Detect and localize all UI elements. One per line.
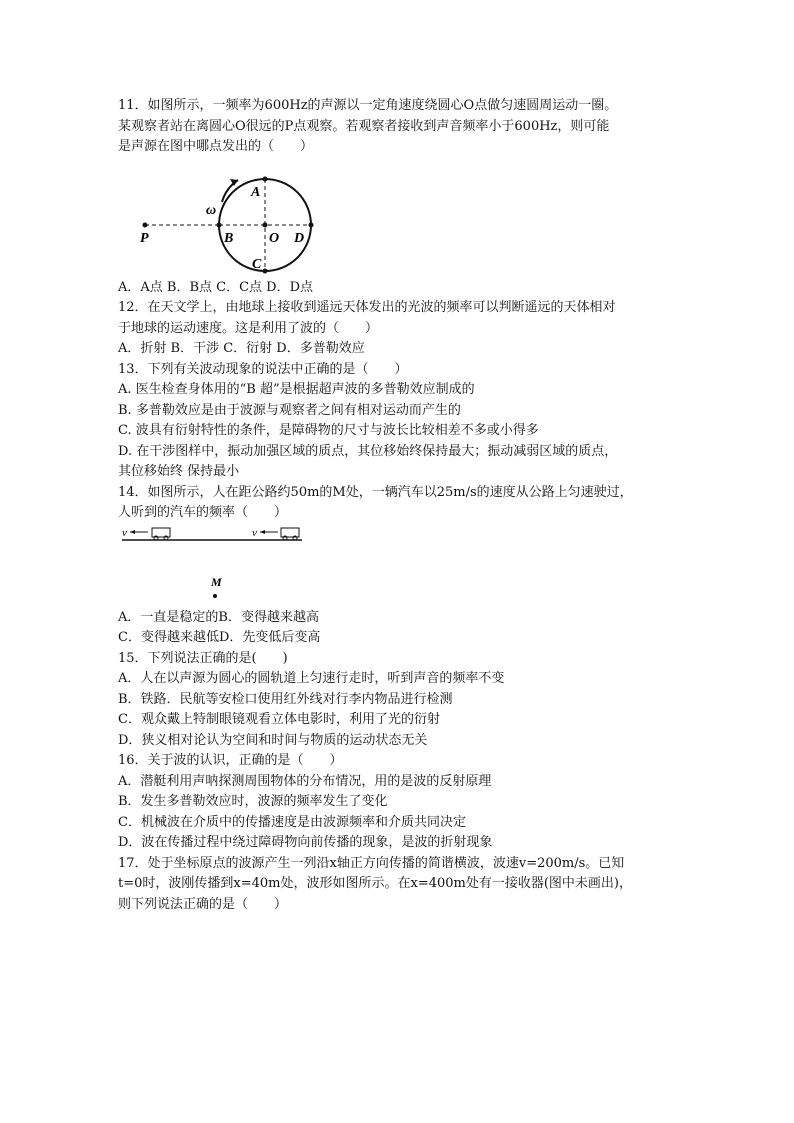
q14-option-ab: A．一直是稳定的B．变得越来越高	[118, 609, 319, 625]
q13-stem: 13．下列有关波动现象的说法中正确的是（ ）	[118, 361, 408, 377]
q11-circle-diagram	[118, 158, 418, 278]
q16-option-c: C．机械波在介质中的传播速度是由波源频率和介质共同决定	[118, 814, 466, 830]
point-p	[143, 222, 148, 227]
q13-option-c: C. 波具有衍射特性的条件，是障碍物的尺寸与波长比较相差不多或小得多	[118, 423, 539, 438]
point-c	[263, 268, 268, 273]
car1-arrowhead	[130, 530, 135, 534]
label-o: O	[269, 230, 280, 246]
q13-option-d-cont: 其位移始终 保持最小	[118, 464, 240, 479]
q11-stem-line-2: 某观察者站在离圆心O很远的P点观察。若观察者接收到声音频率小于600Hz，则可能	[118, 118, 610, 134]
q16-option-b: B．发生多普勒效应时，波源的频率发生了变化	[118, 794, 388, 809]
label-b: B	[224, 230, 234, 246]
label-p: P	[140, 230, 149, 246]
exam-page	[118, 96, 688, 915]
q13-option-d: D. 在干涉图样中，振动加强区域的质点，其位移始终保持最大；振动减弱区域的质点，	[118, 443, 618, 459]
point-b	[217, 222, 222, 227]
label-omega: ω	[206, 202, 217, 218]
car2-body	[281, 528, 299, 537]
q17-stem-line-1: 17．处于坐标原点的波源产生一列沿x轴正方向传播的简谐横波，波速v=200m/s。已知	[118, 855, 625, 871]
car1-velocity-label: v	[122, 526, 127, 539]
q15-stem: 15．下列说法正确的是( )	[118, 650, 288, 666]
q13-option-b: B. 多普勒效应是由于波源与观察者之间有相对运动而产生的	[118, 402, 461, 418]
q14-road-diagram	[118, 524, 418, 608]
label-m: M	[211, 574, 222, 589]
q12-stem-line-1: 12．在天文学上，由地球上接收到遥远天体发出的光波的频率可以判断遥远的天体相对	[118, 300, 616, 315]
label-a: A	[251, 184, 261, 200]
point-o	[263, 222, 268, 227]
q15-option-d: D．狭义相对论认为空间和时间与物质的运动状态无关	[118, 732, 428, 748]
q11-options: A．A点 B．B点 C．C点 D．D点	[118, 279, 314, 295]
point-d	[309, 222, 314, 227]
q16-option-a: A．潜艇利用声呐探测周围物体的分布情况，用的是波的反射原理	[118, 773, 492, 789]
q12-options: A．折射 B．干涉 C．衍射 D．多普勒效应	[118, 341, 365, 356]
q16-option-d: D．波在传播过程中绕过障碍物向前传播的现象，是波的折射现象	[118, 835, 493, 850]
point-a	[263, 176, 268, 181]
label-c: C	[252, 256, 262, 272]
car2-arrowhead	[260, 530, 265, 534]
q15-option-c: C．观众戴上特制眼镜观看立体电影时，利用了光的衍射	[118, 712, 440, 727]
q14-stem-line-2: 人听到的汽车的频率（ ）	[118, 505, 288, 520]
q14-road-figure	[118, 524, 688, 608]
q13-option-a: A. 医生检查身体用的“B 超”是根据超声波的多普勒效应制成的	[118, 382, 475, 397]
q17-stem-line-2: t=0时，波刚传播到x=40m处，波形如图所示。在x=400m处有一接收器(图中未画出)，	[118, 876, 632, 891]
q14-stem-line-1: 14．如图所示，人在距公路约50m的M处，一辆汽车以25m/s的速度从公路上匀速驶过，	[118, 484, 633, 500]
q11-stem-line-3: 是声源在图中哪点发出的（ ）	[118, 139, 314, 154]
q12-stem-line-2: 于地球的运动速度。这是利用了波的（ ）	[118, 320, 379, 336]
q11-circle-figure	[118, 158, 688, 278]
q16-stem: 16．关于波的认识，正确的是（ ）	[118, 753, 343, 768]
q17-stem-line-3: 则下列说法正确的是（ ）	[118, 896, 288, 912]
q15-option-a: A．人在以声源为圆心的圆轨道上匀速行走时，听到声音的频率不变	[118, 671, 505, 686]
q14-option-cd: C．变得越来越低D．先变低后变高	[118, 630, 321, 645]
car1-body	[152, 528, 170, 537]
q11-stem-line-1: 11．如图所示，一频率为600Hz的声源以一定角速度绕圆心O点做匀速圆周运动一圈。	[118, 98, 618, 113]
car2-velocity-label: v	[252, 526, 257, 539]
q15-option-b: B．铁路．民航等安检口使用红外线对行李内物品进行检测	[118, 691, 453, 707]
label-d: D	[294, 230, 305, 246]
point-m	[213, 594, 217, 598]
